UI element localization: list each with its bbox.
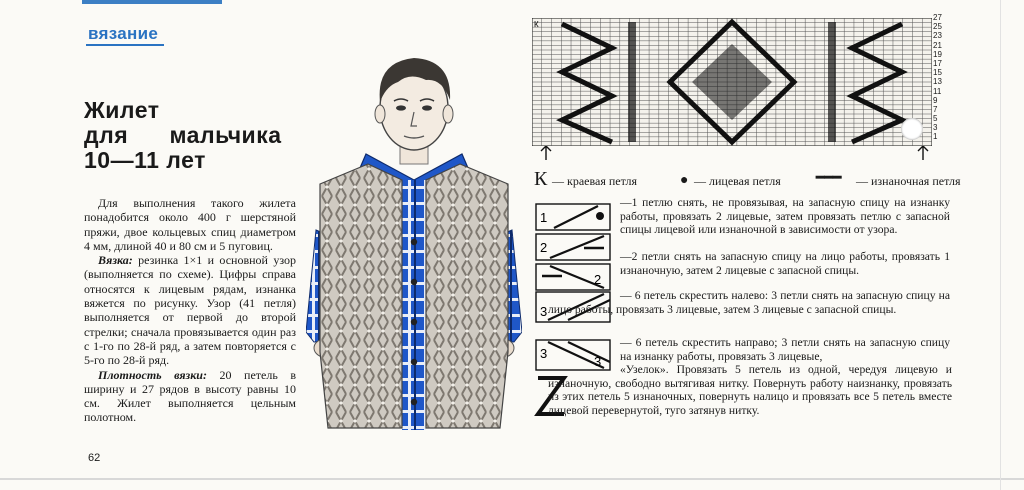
page-bottom-edge (0, 478, 1024, 480)
title-line-2: для мальчика (84, 122, 282, 148)
symbol-1-number: 1 (540, 210, 548, 225)
chart-edge-symbol: К (534, 20, 539, 29)
intro-paragraph: Для выполнения такого жилета понадобится около 400 г шерстяной пряжи, двое кольцевых спиц диаметром 4 мм, длиной 40 и 80 см и 5 пуговиц. (84, 196, 296, 253)
boy-in-vest-illustration (306, 52, 522, 430)
density-text: 20 петель в ширину и 27 рядов в высоту равны 10 см. Жилет выполняется цельным полотном. (84, 367, 296, 425)
description-5: «Узелок». Провязать 5 петель из одной, чередуя лицевую и изнаночную, свободно вытягивая нитку. Повернуть работу наизнанку, провязать из этих петель 5 изнаночных, повернуть налицо и провязать все 5 петель вместе лицевой перевернутой, туго затянув нитку. (548, 363, 952, 417)
knitting-paragraph (84, 253, 296, 367)
chart-row-numbers (933, 14, 947, 146)
knitting-pattern-chart (532, 18, 932, 146)
description-3: — 6 петель скрестить налево: 3 петли снять на запасную спицу на лицо работы, провязать 3 лицевые, затем 3 лицевые с запасной спицы. (548, 289, 950, 316)
symbol-3b-number: 3 (540, 346, 548, 361)
title-line-3: 10—11 лет (84, 147, 206, 173)
chart-row-number: 9 (933, 95, 938, 105)
knit-loop-label: — лицевая петля (694, 174, 781, 188)
chart-row-number: 21 (933, 40, 942, 50)
chart-row-number: 15 (933, 68, 942, 78)
knitting-label: Вязка: (98, 253, 133, 268)
chart-row-number: 17 (933, 58, 942, 68)
chart-row-number: 3 (933, 123, 938, 133)
punch-hole (901, 118, 923, 140)
chart-row-number: 27 (933, 13, 942, 22)
chart-row-number: 13 (933, 77, 942, 87)
chart-row-number: 11 (933, 86, 942, 96)
section-label: вязание (88, 24, 159, 43)
symbol-2a-number: 2 (540, 240, 548, 255)
description-4: — 6 петель скрестить направо; 3 петли снять на запасную спицу на изнанку работы, провязать 3 лицевые, (620, 336, 950, 363)
description-1: —1 петлю снять, не провязывая, на запасную спицу на изнанку работы, провязать 2 лицевые, затем провязать петлю с запасной спицы лицевой или изнаночной в зависимости от узора. (620, 196, 950, 237)
top-accent-bar (82, 0, 222, 4)
chart-row-number: 7 (933, 104, 938, 114)
chart-row-number: 25 (933, 22, 942, 32)
chart-end-arrow (917, 146, 929, 160)
chart-row-number: 23 (933, 31, 942, 41)
edge-loop-label: — краевая петля (552, 174, 638, 188)
symbol-2b-number: 2 (594, 272, 602, 287)
title-line-1: Жилет (84, 97, 160, 123)
description-2: —2 петли снять на запасную спицу на лицо работы, провязать 1 изнаночную, затем 2 лицевые с запасной спицы. (620, 250, 950, 277)
symbol-3c-number: 3 (594, 354, 602, 369)
chart-row-number: 1 (933, 132, 938, 142)
page-number: 62 (88, 452, 101, 464)
density-label: Плотность вязки: (98, 367, 207, 382)
purl-dash-icon: ━━━ (816, 171, 842, 186)
symbol-3a-number: 3 (540, 304, 548, 319)
page-right-edge (1000, 0, 1001, 490)
knit-dot-icon: ● (680, 173, 689, 188)
article-title (84, 98, 282, 173)
purl-loop-label: — изнаночная петля (856, 174, 961, 188)
knitting-text: резинка 1×1 и основной узор (выполняется по схеме). Цифры справа относятся к лицевым рядам, изнанка вяжется по рисунку. Узор (41 петля) выполняется от первой до второй стрелки; сначала провязывается один раз с 1-го по 28-й ряд, а затем повторяется с 5-го по 28-й ряд. (84, 253, 296, 368)
density-paragraph (84, 368, 296, 425)
chart-row-number: 19 (933, 49, 942, 59)
section-underline (86, 44, 164, 46)
chart-legend (534, 168, 961, 192)
chart-start-arrow (540, 146, 552, 160)
edge-loop-symbol: К (534, 168, 548, 190)
chart-row-number: 5 (933, 114, 938, 124)
article-body (84, 196, 296, 425)
